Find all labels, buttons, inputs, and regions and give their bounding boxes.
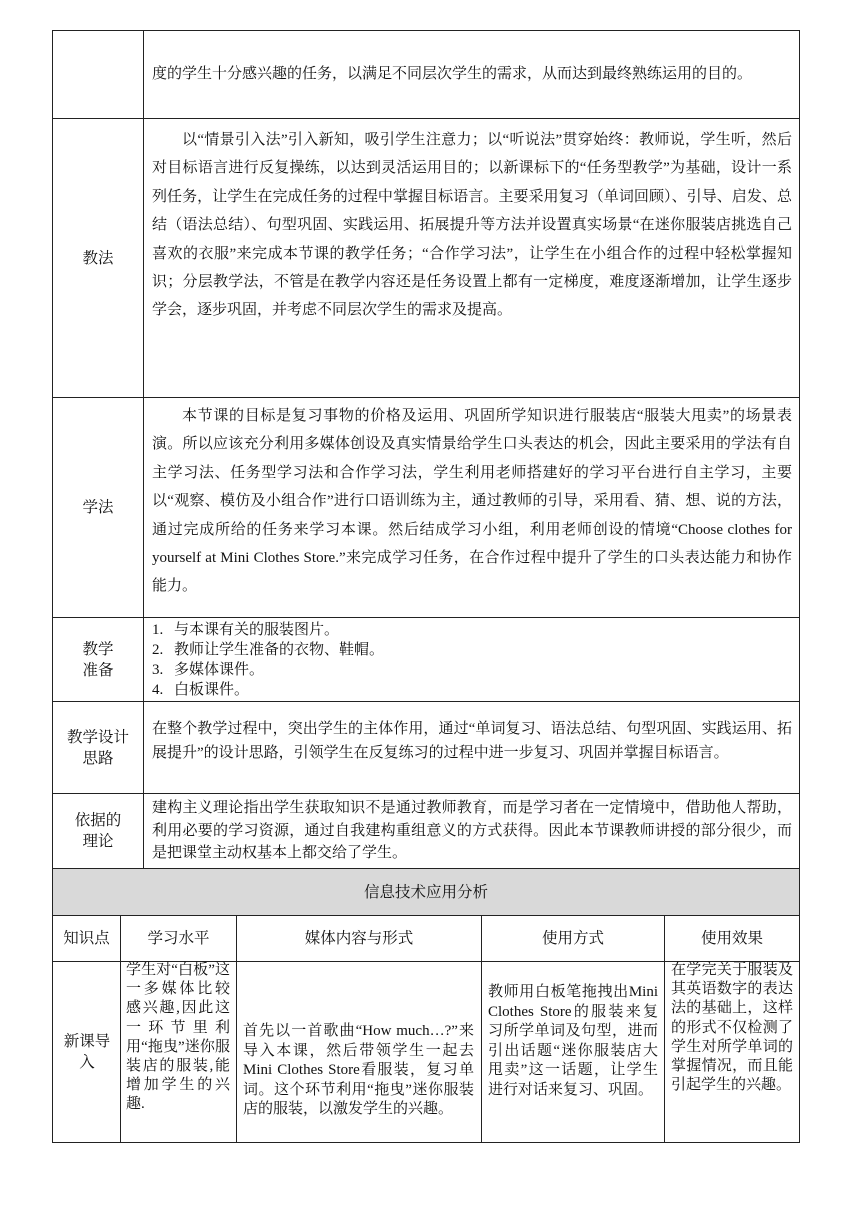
row-divider xyxy=(52,617,800,618)
list-item: 1. 与本课有关的服装图片。 xyxy=(152,622,340,638)
row-divider xyxy=(52,397,800,398)
learning-method-label: 学法 xyxy=(82,499,114,516)
design-idea-text: 在整个教学过程中，突出学生的主体作用，通过“单词复习、语法总结、句型巩固、实践运用、拓展提升”的设计思路，引领学生在反复练习的过程中进一步复习、巩固并掌握目标语言。 xyxy=(152,721,792,761)
continued-text: 度的学生十分感兴趣的任务，以满足不同层次学生的需求，从而达到最终熟练运用的目的。 xyxy=(152,66,753,82)
list-item: 4. 白板课件。 xyxy=(152,682,250,698)
info-section-title: 信息技术应用分析 xyxy=(363,883,488,901)
table-row-effect: 在学完关于服装及其英语数字的表达法的基础上，这样的形式不仅检测了学生对所学单词的掌握情况，而且能引起学生的兴趣。 xyxy=(671,962,793,1094)
row-divider xyxy=(52,118,800,119)
list-item: 3. 多媒体课件。 xyxy=(152,662,265,678)
theory-label: 依据的理论 xyxy=(74,812,122,850)
table-border-top xyxy=(52,30,800,31)
theory-text: 建构主义理论指出学生获取知识不是通过教师教育，而是学习者在一定情境中，借助他人帮助，利用必要的学习资源，通过自我建构重组意义的方式获得。因此本节课教师讲授的部分很少，而是把课堂主动权基本上都交给了学生。 xyxy=(152,800,792,861)
col-header-effect: 使用效果 xyxy=(700,930,763,947)
table-row-media: 首先以一首歌曲“How much…?”来导入本课，然后带领学生一起去Mini Clothes Store看服装，复习单词。这个环节利用“拖曳”迷你服装店的服装，以激发学生的兴趣。 xyxy=(243,1023,474,1117)
table-row-usage: 教师用白板笔拖拽出Mini Clothes Store的服装来复习所学单词及句型，进而引出话题“迷你服装店大甩卖”这一话题，让学生进行对话来复习、巩固。 xyxy=(488,984,658,1098)
row-divider xyxy=(52,793,800,794)
col-header-media: 媒体内容与形式 xyxy=(304,930,414,947)
col-header-usage: 使用方式 xyxy=(541,930,604,947)
teaching-method-text: 以“情景引入法”引入新知，吸引学生注意力；以“听说法”贯穿始终：教师说，学生听，然后对目标语言进行反复操练，以达到灵活运用目的；以新课标下的“任务型教学”为基础，设计一系列任务，让学生在完成任务的过程中掌握目标语言。主要采用复习（单词回顾）、引导、启发、总结（语法总结）、句型巩固、实践运用、拓展提升等方法并设置真实场景“在迷你服装店挑选自己喜欢的衣服”来完成本节课的教学任务；“合作学习法”，让学生在小组合作的过程中轻松掌握知识；分层教学法，不管是在教学内容还是任务设置上都有一定梯度，难度逐渐增加，让学生逐步学会，逐步巩固，并考虑不同层次学生的需求及提高。 xyxy=(152,132,792,319)
preparation-label: 教学准备 xyxy=(82,640,114,679)
label-column-divider xyxy=(143,30,144,868)
table-row-point: 新课导入 xyxy=(63,1033,111,1071)
teaching-method-label: 教法 xyxy=(82,249,114,267)
row-divider xyxy=(52,701,800,702)
table-border-bottom xyxy=(52,1142,800,1143)
list-item: 2. 教师让学生准备的衣物、鞋帽。 xyxy=(152,642,385,658)
design-idea-label: 教学设计思路 xyxy=(66,728,129,767)
col-header-point: 知识点 xyxy=(63,930,110,947)
learning-method-text: 本节课的目标是复习事物的价格及运用、巩固所学知识进行服装店“服装大甩卖”的场景表演。所以应该充分利用多媒体创设及真实情景给学生口头表达的机会，因此主要采用的学法有自主学习法、任务型学习法和合作学习法，学生利用老师搭建好的学习平台进行自主学习，主要以“观察、模仿及小组合作”进行口语训练为主，通过教师的引导，采用看、猜、想、说的方法，通过完成所给的任务来学习本课。然后结成学习小组，利用老师创设的情境“Choose clothes for yourself at Mini Clothes Store.”来完成学习任务，在合作过程中提升了学生的口头表达能力和协作能力。 xyxy=(152,408,792,595)
preparation-list xyxy=(152,620,792,700)
col-header-level: 学习水平 xyxy=(147,930,210,947)
table-border-right xyxy=(799,30,800,1143)
table-row-level: 学生对“白板”这一多媒体比较感兴趣,因此这一环节里利用“拖曳”迷你服装店的服装,能增加学生的兴趣. xyxy=(126,962,230,1113)
